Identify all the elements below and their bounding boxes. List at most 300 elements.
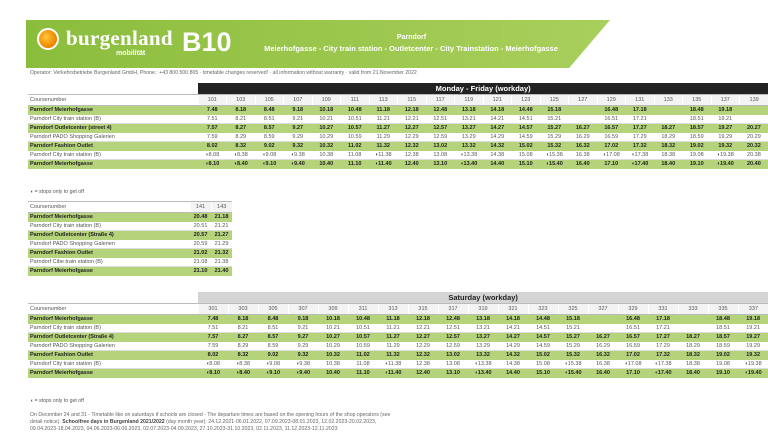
departure-time: 17.18 xyxy=(648,315,678,324)
stop-name: Parndorf Meierhofgasse xyxy=(28,213,190,222)
course-number-row xyxy=(28,202,232,213)
departure-time: 12.18 xyxy=(398,106,427,115)
departure-time: 13.02 xyxy=(426,142,455,151)
departure-time: 21.40 xyxy=(211,267,232,276)
stop-name: Parndorf Meierhofgasse xyxy=(28,369,198,378)
stop-row xyxy=(28,351,768,360)
departure-time: 18.48 xyxy=(708,315,738,324)
departure-time: ◖8.10 xyxy=(198,369,228,378)
course-number: 119 xyxy=(455,95,484,106)
departure-time: 21.27 xyxy=(211,231,232,240)
course-number: 329 xyxy=(618,304,648,315)
departure-time: ◖9.40 xyxy=(288,369,318,378)
course-number: 117 xyxy=(426,95,455,106)
departure-time: 16.27 xyxy=(588,333,618,342)
course-number: 121 xyxy=(483,95,512,106)
departure-time: 8.59 xyxy=(258,342,288,351)
departure-time: 13.10 xyxy=(426,160,455,169)
departure-time: 12.57 xyxy=(426,124,455,133)
departure-time: 12.18 xyxy=(408,315,438,324)
departure-time: 14.48 xyxy=(528,315,558,324)
course-label: Coursenumber xyxy=(28,202,190,213)
departure-time xyxy=(569,115,598,124)
departure-time: 15.10 xyxy=(528,369,558,378)
departure-time: 8.27 xyxy=(228,333,258,342)
departure-time: 8.48 xyxy=(255,106,284,115)
departure-time: 16.57 xyxy=(597,124,626,133)
departure-time xyxy=(654,115,683,124)
departure-time: 13.29 xyxy=(468,342,498,351)
course-number: 143 xyxy=(211,202,232,213)
departure-time: 10.29 xyxy=(318,342,348,351)
departure-time: 18.38 xyxy=(678,360,708,369)
stop-row xyxy=(28,160,768,169)
departure-time: 18.57 xyxy=(683,124,712,133)
departure-time: 11.32 xyxy=(369,142,398,151)
departure-time: 13.21 xyxy=(468,324,498,333)
departure-time: 19.02 xyxy=(683,142,712,151)
departure-time: 8.02 xyxy=(198,351,228,360)
departure-time: 10.57 xyxy=(348,333,378,342)
departure-time: 14.38 xyxy=(483,151,512,160)
departure-time: 12.40 xyxy=(408,369,438,378)
departure-time: 10.59 xyxy=(341,133,370,142)
departure-time: 9.18 xyxy=(288,315,318,324)
course-number: 135 xyxy=(683,95,712,106)
departure-time: ◖15.38 xyxy=(540,151,569,160)
departure-time: 15.10 xyxy=(512,160,541,169)
departure-time: 21.29 xyxy=(211,240,232,249)
departure-time: 12.59 xyxy=(438,342,468,351)
departure-time: ◖9.08 xyxy=(255,151,284,160)
departure-time: 19.21 xyxy=(711,115,740,124)
departure-time: 10.21 xyxy=(312,115,341,124)
departure-time: ◖11.40 xyxy=(369,160,398,169)
departure-time: 11.27 xyxy=(369,124,398,133)
departure-time: 19.29 xyxy=(711,133,740,142)
departure-time: 18.27 xyxy=(678,333,708,342)
course-number: 309 xyxy=(318,304,348,315)
departure-time: 14.59 xyxy=(512,133,541,142)
departure-time: 14.57 xyxy=(528,333,558,342)
departure-time: 19.10 xyxy=(683,160,712,169)
operator-info: Operator: Verkehrsbetriebe Burgenland GmbH, Phone.: +43 800 500 805 · timetable changes reserved! · all information without warranty · valid from 21.November 2022 xyxy=(30,70,417,76)
departure-time: 14.27 xyxy=(498,333,528,342)
departure-time: 19.32 xyxy=(711,142,740,151)
departure-time xyxy=(588,324,618,333)
departure-time: 13.18 xyxy=(468,315,498,324)
stop-row xyxy=(28,213,232,222)
departure-time: ◖8.08 xyxy=(198,360,228,369)
departure-time: 14.18 xyxy=(483,106,512,115)
departure-time: 14.51 xyxy=(512,115,541,124)
departure-time: 9.18 xyxy=(284,106,313,115)
stop-row xyxy=(28,142,768,151)
departure-time: 9.32 xyxy=(288,351,318,360)
departure-time: 12.29 xyxy=(408,342,438,351)
course-number: 139 xyxy=(740,95,768,106)
course-number: 325 xyxy=(558,304,588,315)
stop-row xyxy=(28,115,768,124)
departure-time: 8.51 xyxy=(258,324,288,333)
departure-time: 12.29 xyxy=(398,133,427,142)
departure-time xyxy=(654,106,683,115)
departure-time: 15.29 xyxy=(558,342,588,351)
stop-name: Parndorf Fashion Outlet xyxy=(28,249,190,258)
departure-time: 8.51 xyxy=(255,115,284,124)
departure-time: 7.48 xyxy=(198,315,228,324)
departure-time: 17.02 xyxy=(618,351,648,360)
departure-time: ◖17.40 xyxy=(648,369,678,378)
departure-time: 21.18 xyxy=(211,213,232,222)
departure-time: 15.18 xyxy=(558,315,588,324)
departure-time: 20.57 xyxy=(190,231,211,240)
stop-row xyxy=(28,222,232,231)
departure-time: 18.59 xyxy=(683,133,712,142)
stop-name: Parndorf City train station (B) xyxy=(28,222,190,231)
departure-time xyxy=(678,315,708,324)
departure-time: 19.18 xyxy=(738,315,768,324)
stop-name: Parndorf Fashion Outlet xyxy=(28,142,198,151)
departure-time: ◖19.40 xyxy=(711,160,740,169)
departure-time: 16.29 xyxy=(588,342,618,351)
departure-time: 20.32 xyxy=(740,142,768,151)
departure-time: 14.29 xyxy=(498,342,528,351)
departure-time: ◖13.38 xyxy=(455,151,484,160)
route-description: Meierhofgasse - City train station - Outletcenter - City Trainstation - Meierhofgasse xyxy=(264,44,558,53)
departure-time: 10.18 xyxy=(318,315,348,324)
departure-time: ◖19.40 xyxy=(738,369,768,378)
departure-time: 17.32 xyxy=(626,142,655,151)
departure-time: 15.21 xyxy=(540,115,569,124)
departure-time: 18.59 xyxy=(708,342,738,351)
departure-time: 8.32 xyxy=(228,351,258,360)
departure-time: 9.27 xyxy=(288,333,318,342)
departure-time: 7.51 xyxy=(198,324,228,333)
departure-time: 11.10 xyxy=(348,369,378,378)
departure-time: 18.29 xyxy=(654,133,683,142)
departure-time: 16.48 xyxy=(597,106,626,115)
departure-time: ◖11.40 xyxy=(378,369,408,378)
departure-time: 18.27 xyxy=(654,124,683,133)
departure-time: ◖8.08 xyxy=(198,151,227,160)
departure-time: 14.21 xyxy=(498,324,528,333)
departure-time: 8.21 xyxy=(228,324,258,333)
course-number: 327 xyxy=(588,304,618,315)
departure-time: 12.32 xyxy=(398,142,427,151)
departure-time: 16.59 xyxy=(618,342,648,351)
departure-time: 10.27 xyxy=(312,124,341,133)
departure-time: ◖9.10 xyxy=(255,160,284,169)
course-label: Coursenumber xyxy=(28,95,198,106)
departure-time: ◖17.38 xyxy=(648,360,678,369)
departure-time: 17.27 xyxy=(648,333,678,342)
departure-time: 19.21 xyxy=(738,324,768,333)
departure-time: 12.21 xyxy=(408,324,438,333)
departure-time: 12.51 xyxy=(438,324,468,333)
departure-time: 7.57 xyxy=(198,333,228,342)
departure-time: 12.38 xyxy=(398,151,427,160)
departure-time: 17.10 xyxy=(597,160,626,169)
departure-time: 16.27 xyxy=(569,124,598,133)
stop-row xyxy=(28,324,768,333)
departure-time: ◖13.38 xyxy=(468,360,498,369)
course-number: 311 xyxy=(348,304,378,315)
departure-time: ◖17.40 xyxy=(626,160,655,169)
departure-time xyxy=(740,115,768,124)
departure-time: 14.40 xyxy=(498,369,528,378)
departure-time: 11.02 xyxy=(341,142,370,151)
stop-row xyxy=(28,360,768,369)
departure-time: 12.48 xyxy=(426,106,455,115)
course-number: 321 xyxy=(498,304,528,315)
departure-time: 16.40 xyxy=(588,369,618,378)
departure-time: 8.21 xyxy=(227,115,256,124)
departure-time: 12.27 xyxy=(398,124,427,133)
departure-time: 11.08 xyxy=(341,151,370,160)
stop-row xyxy=(28,151,768,160)
departure-time: 12.59 xyxy=(426,133,455,142)
departure-time: 8.48 xyxy=(258,315,288,324)
sun-logo-icon xyxy=(37,28,59,50)
departure-time: 9.21 xyxy=(284,115,313,124)
footer-notes xyxy=(30,412,590,433)
departure-time: 16.51 xyxy=(618,324,648,333)
departure-time: 13.08 xyxy=(438,360,468,369)
stop-name: Parndorf Meierhofgasse xyxy=(28,267,190,276)
departure-time: 10.40 xyxy=(312,160,341,169)
course-number: 317 xyxy=(438,304,468,315)
brand-name: burgenland xyxy=(66,26,173,50)
departure-time: 11.21 xyxy=(378,324,408,333)
departure-time: 8.29 xyxy=(227,133,256,142)
departure-time: 20.40 xyxy=(740,160,768,169)
departure-time: ◖19.38 xyxy=(711,151,740,160)
departure-time: 15.32 xyxy=(540,142,569,151)
stop-name: Parndorf City train station (B) xyxy=(28,151,198,160)
departure-time: 10.48 xyxy=(341,106,370,115)
departure-time: 13.02 xyxy=(438,351,468,360)
stop-name: Parndorf PADO Shopping Galerien xyxy=(28,133,198,142)
course-number: 107 xyxy=(284,95,313,106)
stop-row xyxy=(28,267,232,276)
departure-time: 20.27 xyxy=(740,124,768,133)
departure-time: 10.29 xyxy=(312,133,341,142)
departure-time: 21.38 xyxy=(211,258,232,267)
departure-time: 9.02 xyxy=(258,351,288,360)
departure-time: 19.27 xyxy=(738,333,768,342)
departure-time: 17.21 xyxy=(648,324,678,333)
departure-time: 7.59 xyxy=(198,342,228,351)
departure-time: 16.29 xyxy=(569,133,598,142)
course-number: 127 xyxy=(569,95,598,106)
departure-time: 11.02 xyxy=(348,351,378,360)
course-number: 303 xyxy=(228,304,258,315)
departure-time xyxy=(569,106,598,115)
departure-time: 16.40 xyxy=(569,160,598,169)
departure-time: 7.51 xyxy=(198,115,227,124)
course-number: 131 xyxy=(626,95,655,106)
departure-time: ◖13.40 xyxy=(455,160,484,169)
departure-time: 16.59 xyxy=(597,133,626,142)
course-number: 307 xyxy=(288,304,318,315)
departure-time: 15.27 xyxy=(540,124,569,133)
departure-time: 10.48 xyxy=(348,315,378,324)
departure-time: 19.32 xyxy=(738,351,768,360)
day-header-row xyxy=(28,83,768,95)
departure-time: 11.21 xyxy=(369,115,398,124)
departure-time: ◖9.38 xyxy=(284,151,313,160)
departure-time: 14.38 xyxy=(498,360,528,369)
stop-row xyxy=(28,231,232,240)
departure-time: 10.21 xyxy=(318,324,348,333)
departure-time: 7.57 xyxy=(198,124,227,133)
departure-time: 16.32 xyxy=(569,142,598,151)
departure-time: ◖8.40 xyxy=(228,369,258,378)
departure-time: 9.21 xyxy=(288,324,318,333)
departure-time: 8.57 xyxy=(255,124,284,133)
departure-time: 8.18 xyxy=(228,315,258,324)
departure-time: ◖15.40 xyxy=(558,369,588,378)
departure-time: 8.18 xyxy=(227,106,256,115)
course-number: 123 xyxy=(512,95,541,106)
departure-time: ◖8.38 xyxy=(228,360,258,369)
departure-time: 18.48 xyxy=(683,106,712,115)
departure-time: 9.29 xyxy=(284,133,313,142)
course-number: 113 xyxy=(369,95,398,106)
departure-time: ◖9.10 xyxy=(258,369,288,378)
stop-name: Parndorf City train station (B) xyxy=(28,360,198,369)
departure-time: 21.08 xyxy=(190,258,211,267)
departure-time: 17.10 xyxy=(618,369,648,378)
departure-time: 13.29 xyxy=(455,133,484,142)
stop-name: Parndorf PADO Shopping Galerien xyxy=(28,240,190,249)
stop-name: Parndorf Outletcenter (street 4) xyxy=(28,124,198,133)
departure-time: 8.57 xyxy=(258,333,288,342)
course-number: 105 xyxy=(255,95,284,106)
departure-time: ◖9.08 xyxy=(258,360,288,369)
departure-time: 15.29 xyxy=(540,133,569,142)
departure-time: 7.48 xyxy=(198,106,227,115)
departure-time: 12.51 xyxy=(426,115,455,124)
weekday-timetable xyxy=(28,83,768,169)
course-number: 115 xyxy=(398,95,427,106)
departure-time: 14.40 xyxy=(483,160,512,169)
footer-line-1: On December 24 and 31 - Timetable like on saturdays if schools are closed - The departure times are based on the opening hours of the shop operators (see xyxy=(30,412,391,418)
stop-name: Parndorf Fashion Outlet xyxy=(28,351,198,360)
departure-time: 17.18 xyxy=(626,106,655,115)
line-number: B10 xyxy=(182,27,232,57)
departure-time: 13.08 xyxy=(426,151,455,160)
departure-time: 10.59 xyxy=(348,342,378,351)
departure-time: 18.32 xyxy=(678,351,708,360)
departure-time: 17.29 xyxy=(626,133,655,142)
departure-time: ◖9.40 xyxy=(284,160,313,169)
departure-time: 8.59 xyxy=(255,133,284,142)
departure-time: ◖19.38 xyxy=(738,360,768,369)
departure-time: 10.57 xyxy=(341,124,370,133)
course-label: Coursenumber xyxy=(28,304,198,315)
departure-time: 17.02 xyxy=(597,142,626,151)
departure-time: 13.10 xyxy=(438,369,468,378)
departure-time: 14.59 xyxy=(528,342,558,351)
evening-timetable xyxy=(28,201,232,276)
course-number: 301 xyxy=(198,304,228,315)
stop-row xyxy=(28,258,232,267)
stop-name: Parndorf Outletcenter (Straße 4) xyxy=(28,333,198,342)
departure-time: 18.51 xyxy=(708,324,738,333)
departure-time: 21.21 xyxy=(211,222,232,231)
departure-time: 13.27 xyxy=(468,333,498,342)
course-number: 337 xyxy=(738,304,768,315)
departure-time: 13.21 xyxy=(455,115,484,124)
departure-time xyxy=(740,106,768,115)
departure-time: 14.18 xyxy=(498,315,528,324)
departure-time: 13.18 xyxy=(455,106,484,115)
departure-time: 19.02 xyxy=(708,351,738,360)
departure-time: 18.40 xyxy=(654,160,683,169)
stop-name: Parndorf Cibe train station (B) xyxy=(28,258,190,267)
departure-time: 14.29 xyxy=(483,133,512,142)
departure-time: 10.51 xyxy=(348,324,378,333)
course-number: 141 xyxy=(190,202,211,213)
departure-time: 7.59 xyxy=(198,133,227,142)
departure-time: 15.08 xyxy=(528,360,558,369)
stop-row xyxy=(28,342,768,351)
departure-time: 16.32 xyxy=(588,351,618,360)
course-number-row xyxy=(28,95,768,106)
departure-time: ◖11.38 xyxy=(369,151,398,160)
departure-time: 12.48 xyxy=(438,315,468,324)
departure-time: 15.02 xyxy=(512,142,541,151)
departure-time: ◖11.38 xyxy=(378,360,408,369)
departure-time: 10.32 xyxy=(312,142,341,151)
departure-time: 17.32 xyxy=(648,351,678,360)
stop-row xyxy=(28,240,232,249)
departure-time: 16.57 xyxy=(618,333,648,342)
departure-time: 14.27 xyxy=(483,124,512,133)
departure-time: 15.27 xyxy=(558,333,588,342)
departure-time: 18.40 xyxy=(678,369,708,378)
course-number: 129 xyxy=(597,95,626,106)
departure-time: 18.38 xyxy=(654,151,683,160)
departure-time: 11.18 xyxy=(369,106,398,115)
departure-time: 15.32 xyxy=(558,351,588,360)
course-number: 323 xyxy=(528,304,558,315)
departure-time: 15.02 xyxy=(528,351,558,360)
stop-name: Parndorf Meierhofgasse xyxy=(28,315,198,324)
departure-time: 12.27 xyxy=(408,333,438,342)
departure-time: 10.40 xyxy=(318,369,348,378)
course-number: 315 xyxy=(408,304,438,315)
departure-time: 12.21 xyxy=(398,115,427,124)
departure-time: 21.02 xyxy=(190,249,211,258)
departure-time: 17.27 xyxy=(626,124,655,133)
departure-time: 20.29 xyxy=(740,133,768,142)
departure-time: 12.32 xyxy=(408,351,438,360)
departure-time: 16.48 xyxy=(618,315,648,324)
departure-time: ◖9.38 xyxy=(288,360,318,369)
course-number: 111 xyxy=(341,95,370,106)
departure-time: 8.02 xyxy=(198,142,227,151)
departure-time xyxy=(588,315,618,324)
departure-time: 19.08 xyxy=(683,151,712,160)
departure-time: 13.27 xyxy=(455,124,484,133)
departure-time: 14.21 xyxy=(483,115,512,124)
departure-time: 10.27 xyxy=(318,333,348,342)
departure-time: ◖17.38 xyxy=(626,151,655,160)
departure-time: 11.29 xyxy=(378,342,408,351)
